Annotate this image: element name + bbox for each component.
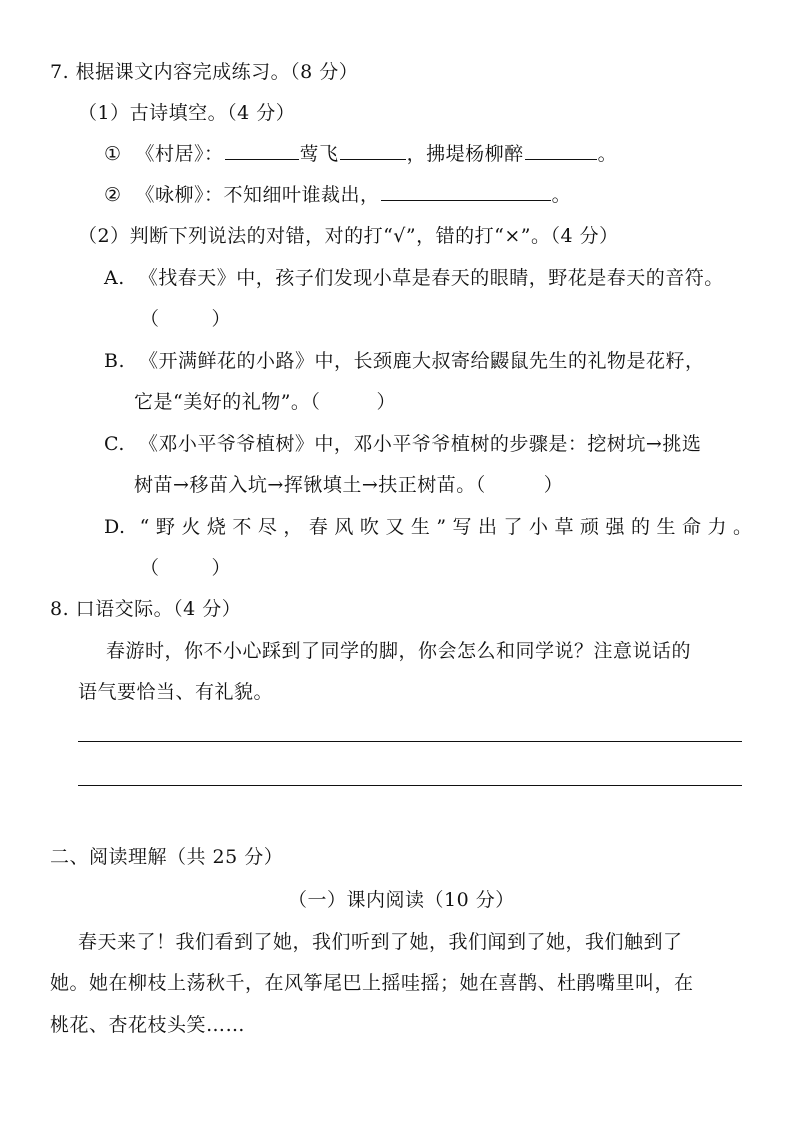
section2-title: 二、阅读理解（共 25 分） [50,846,284,868]
item-c-label: C. [104,433,125,455]
q7-item-B-line2 [134,390,396,414]
q8-text-line2: 语气要恰当、有礼貌。 [78,681,274,703]
passage-line: 桃花、杏花枝头笑…… [50,1014,246,1036]
fill-blank[interactable] [381,183,551,201]
fill-blank[interactable] [525,142,597,160]
q8-title: 8. 口语交际。（4 分） [50,598,242,620]
q7-item-C [104,432,701,456]
fill-blank[interactable] [225,142,299,160]
item-c-text2: 树苗→移苗入坑→挥锹填土→扶正树苗。（ [134,474,486,496]
paren-open: （ [140,557,160,579]
item1-text-c: ，拂堤杨柳醉 [406,143,524,165]
item1-marker: ① [104,143,122,165]
answer-paren-D[interactable] [140,556,231,580]
fill-blank[interactable] [340,142,406,160]
item-b-text: 《开满鲜花的小路》中，长颈鹿大叔寄给鼹鼠先生的礼物是花籽， [139,350,705,372]
item2-marker: ② [104,184,122,206]
passage-line: 春天来了！我们看到了她，我们听到了她，我们闻到了她，我们触到了 [78,931,683,953]
item-a-text: 《找春天》中，孩子们发现小草是春天的眼睛，野花是春天的音符。 [138,267,724,289]
section2-subtitle: （一）课内阅读（10 分） [288,889,515,911]
q7-title: 7. 根据课文内容完成练习。（8 分） [50,61,359,83]
q7-part2-title: （2）判断下列说法的对错，对的打“√”，错的打“×”。（4 分） [78,225,619,247]
q7-part1-item2 [104,183,571,207]
item1-text-b: 莺飞 [299,143,339,165]
paren-close: ） [543,474,564,496]
item-d-label: D. [104,516,126,538]
answer-paren-A[interactable] [140,307,231,331]
q7-item-B [104,349,705,373]
q7-part1-title: （1）古诗填空。（4 分） [78,102,296,124]
paren-close: ） [211,308,232,330]
q7-part1-item1 [104,142,617,166]
item-c-text: 《邓小平爷爷植树》中，邓小平爷爷植树的步骤是：挖树坑→挑选 [138,433,702,455]
item-a-label: A. [104,267,125,289]
item-b-text2: 它是“美好的礼物”。（ [134,391,321,413]
q7-item-A [104,266,724,290]
answer-line[interactable] [78,741,742,742]
item2-text-a: 《咏柳》：不知细叶谁裁出， [135,184,380,206]
q8-text-line1: 春游时，你不小心踩到了同学的脚，你会怎么和同学说？注意说话的 [106,640,692,662]
item2-text-b: 。 [551,184,572,206]
paren-open: （ [140,308,160,330]
paren-close: ） [376,391,396,413]
item-b-label: B. [104,350,126,372]
item1-text-d: 。 [597,143,618,165]
item-d-text: “野火烧不尽，春风吹又生”写出了小草顽强的生命力。 [139,516,759,538]
item1-text-a: 《村居》： [135,143,224,165]
answer-line[interactable] [78,785,742,786]
q7-item-D [104,515,759,539]
passage-line: 她。她在柳枝上荡秋千，在风筝尾巴上摇哇摇；她在喜鹊、杜鹃嘴里叫，在 [50,972,694,994]
paren-close: ） [211,557,232,579]
q7-item-C-line2 [134,473,563,497]
